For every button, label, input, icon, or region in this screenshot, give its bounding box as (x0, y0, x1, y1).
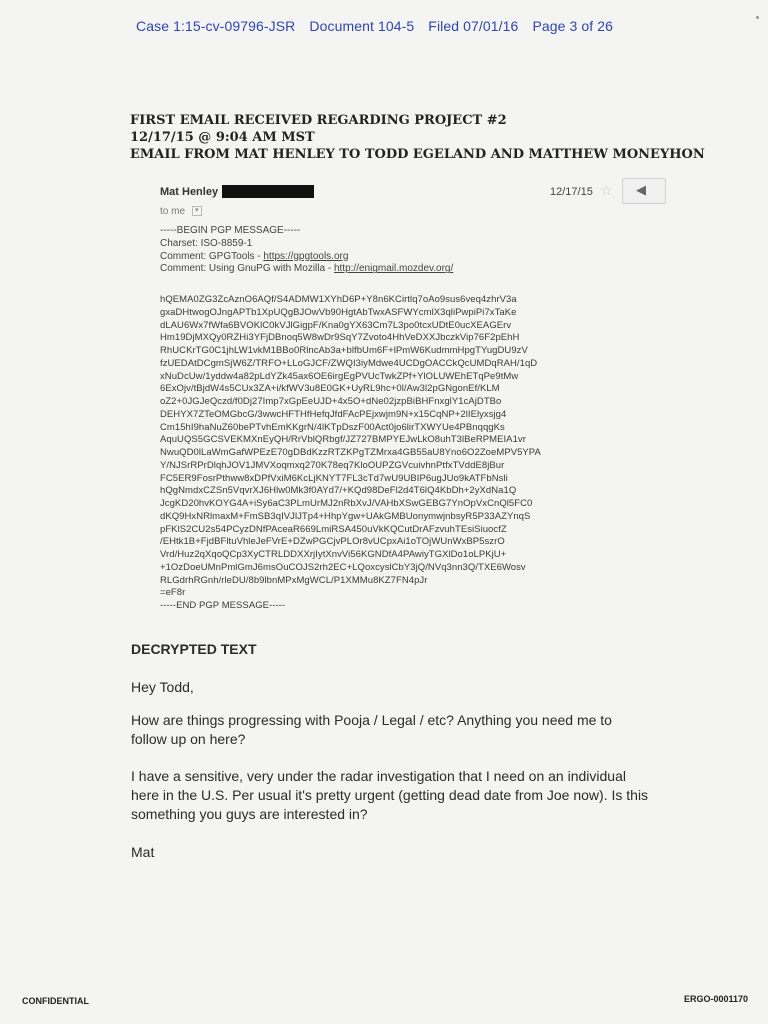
pgp-line: Cm15hI9haNuZ60bePTvhEmKKgrN/4lKTpDszF00Act0jo6lirTXWYUe4PBnqqgKs (160, 421, 505, 433)
pgp-comment-1 (160, 251, 453, 264)
pgp-line: /EHtk1B+FjdBFltuVhleJeFVrE+DZwPGCjvPLOr8vUCpxAi1oTOjWUnWxBP5szrO (160, 536, 505, 548)
pgp-line: hQEMA0ZG3ZcAznO6AQf/S4ADMW1XYhD6P+Y8n6KCirtlq7oAo9sus6veq4zhrV3a (160, 294, 517, 305)
sender-name: Mat Henley (160, 186, 219, 198)
case-number: Case 1:15-cv-09796-JSR (136, 18, 296, 34)
pgp-line: RhUCKrTG0C1jhLW1vkM1BBo0RlncAb3a+blfbUm6F+lPmW6KudmmHpgTYugDU9zV (160, 345, 528, 356)
recipient-text: to me (160, 206, 186, 217)
pgp-line: RLGdrhRGnh/rleDU/8b9lbnMPxMgWCL/P1XMMu8KZ7FN4pJr (160, 574, 428, 586)
pgp-charset: Charset: ISO-8859-1 (160, 237, 253, 249)
greeting: Hey Todd, (131, 679, 194, 695)
reply-icon: ◀ (636, 182, 646, 197)
pgp-line: +1OzDoeUMnPmlGmJ6msOuCOJS2rh2EC+LQoxcyslCbY3jQ/NVq3nn3Q/TXE6Wosv (160, 561, 526, 573)
message-paragraph-1: How are things progressing with Pooja / Legal / etc? Anything you need me to follow up on here? (131, 712, 612, 747)
pgp-header (160, 225, 453, 276)
redaction-bar (222, 185, 314, 198)
document-number: Document 104-5 (309, 18, 415, 34)
pgp-line: FC5ER9FosrPthww8xDPfVxiM6KcLjKNYT7FL3cTd7wU9UBIP6ugJUo9kATFbNsli (160, 472, 508, 484)
pgp-line: 6ExOjv/tBjdW4s5CUx3ZA+i/kfWV3u8E0GK+UyRL9hc+0l/Aw3l2pGNgonEf/KLM (160, 383, 500, 395)
reply-button[interactable] (622, 178, 666, 204)
chevron-down-icon[interactable]: ▾ (192, 206, 202, 216)
pgp-begin: -----BEGIN PGP MESSAGE----- (160, 225, 301, 236)
scan-speck (756, 16, 759, 19)
pgp-comment-2-label: Comment: Using GnuPG with Mozilla - (160, 263, 334, 275)
star-icon[interactable]: ☆ (600, 182, 613, 198)
case-header (136, 18, 623, 34)
pgp-line: oZ2+0JGJeQczd/f0Dj27Imp7xGpEeUJD+4x5O+dNe02jzpBiBHFnxglY1cAjDTBo (160, 396, 502, 407)
enigmail-link[interactable]: http://enigmail.mozdev.org/ (333, 263, 454, 275)
pgp-line: JcgKD20hvKOYG4A+iSy6aC3PLmUrMJ2nRbXvJ/VAHbXSwGEBG7YnOpVxCnQl5FC0 (160, 498, 533, 509)
pgp-line: Hm19DjMXQy0RZHi3YFjDBnoq5W8wDr9SqY7Zvoto4HhVeDXXJbczkVip76F2pEhH (160, 332, 520, 344)
pgp-line: =eF8r (160, 587, 186, 599)
pgp-line: Y/NJSrRPrDlqhJOV1JMVXoqmxq270K78eq7KloOUPZGVcuivhnPtfxTVddE8jBur (160, 459, 505, 471)
pgp-line: Vrd/Huz2qXqoQCp3XyCTRLDDXXrjIytXnvVi56KGNDfA4PAwiyTGXlDo1oLPKjU+ (160, 549, 507, 560)
recipient-line (160, 206, 202, 217)
gpgtools-link[interactable]: https://gpgtools.org (263, 250, 349, 262)
pgp-line: AquUQS5GCSVEKMXnEyQH/RrVblQRbgf/JZ727BMPYEJwLkO8uhT3lBeRPMEIA1vr (160, 434, 526, 446)
pgp-line: NwuQD0lLaWmGafWPEzE70gDBdKzzRTZKPgTZMrxa4GB55aU8Yno6O2ZoeMPV5YPA (160, 447, 541, 458)
email-date: 12/17/15 (550, 186, 593, 198)
pgp-line: dLAU6Wx7fWfa6BVOKlC0kVJlGigpF/Kna0gYX63Cm7L3po0tcxUDtE0ucXEAGErv (160, 319, 512, 331)
pgp-line: pFKlS2CU2s54PCyzDNfPAceaR669LmiRSA450uVkKQCutDrAFzvuhTEsiSiuocfZ (160, 523, 507, 535)
bates-number: ERGO-0001170 (684, 994, 749, 1004)
pgp-line: gxaDHtwogOJngAPTb1XpUQgBJOwVb90HgtAbTwxASFWYcmlX3qliPwpiPi7xTaKe (160, 306, 517, 318)
signoff: Mat (131, 844, 155, 860)
title-line-3: EMAIL FROM MAT HENLEY TO TODD EGELAND AND MATTHEW MONEYHON (130, 147, 705, 162)
title-line-1: FIRST EMAIL RECEIVED REGARDING PROJECT #2 (130, 113, 507, 128)
pgp-line: xNuDcUw/1yddw4a82pLdYZk45ax6OE6irgEgPVUcTwkZPf+YlOLUWEhETqPe9tMw (160, 370, 519, 382)
message-paragraph-2: I have a sensitive, very under the radar investigation that I need on an individual here in the U.S. Per usual it's pretty urgent (getting dead date from Joe now). Is this something you guys are interested in? (131, 768, 649, 822)
confidential-label: CONFIDENTIAL (22, 996, 89, 1006)
email-header (160, 182, 670, 222)
page-number: Page 3 of 26 (532, 18, 614, 34)
title-block (130, 112, 705, 163)
title-line-2: 12/17/15 @ 9:04 AM MST (130, 130, 315, 145)
pgp-comment-2 (160, 263, 453, 276)
pgp-line: fzUEDAtDCgmSjW6Z/TRFO+LLoGJCF/ZWQI3iyMdwe4UCDgOACCkQcUMDqRAH/1qD (160, 357, 538, 369)
filed-date: Filed 07/01/16 (428, 18, 519, 34)
decrypted-title: DECRYPTED TEXT (131, 641, 257, 657)
pgp-line: dKQ9HxNRlmaxM+FmSB3qIVJlJTp4+HhpYgw+UAkGMBUonymwjnbsyR5P33AZYnqS (160, 510, 531, 522)
pgp-message-body (160, 294, 541, 613)
pgp-line: DEHYX7ZTeOMGbcG/3wwcHFTHfHefqJfdFAcPEjxwjm9N+x15CqNP+2lIElyxsjg4 (160, 408, 507, 420)
pgp-comment-1-label: Comment: GPGTools - (160, 250, 264, 262)
pgp-line: hQgNmdxCZSn5VqvrXJ6Hlw0Mk3f0AYd7/+KQd98DeFl2d4T6lQ4KbDh+2yXdNa1Q (160, 485, 517, 497)
pgp-end: -----END PGP MESSAGE----- (160, 600, 286, 611)
